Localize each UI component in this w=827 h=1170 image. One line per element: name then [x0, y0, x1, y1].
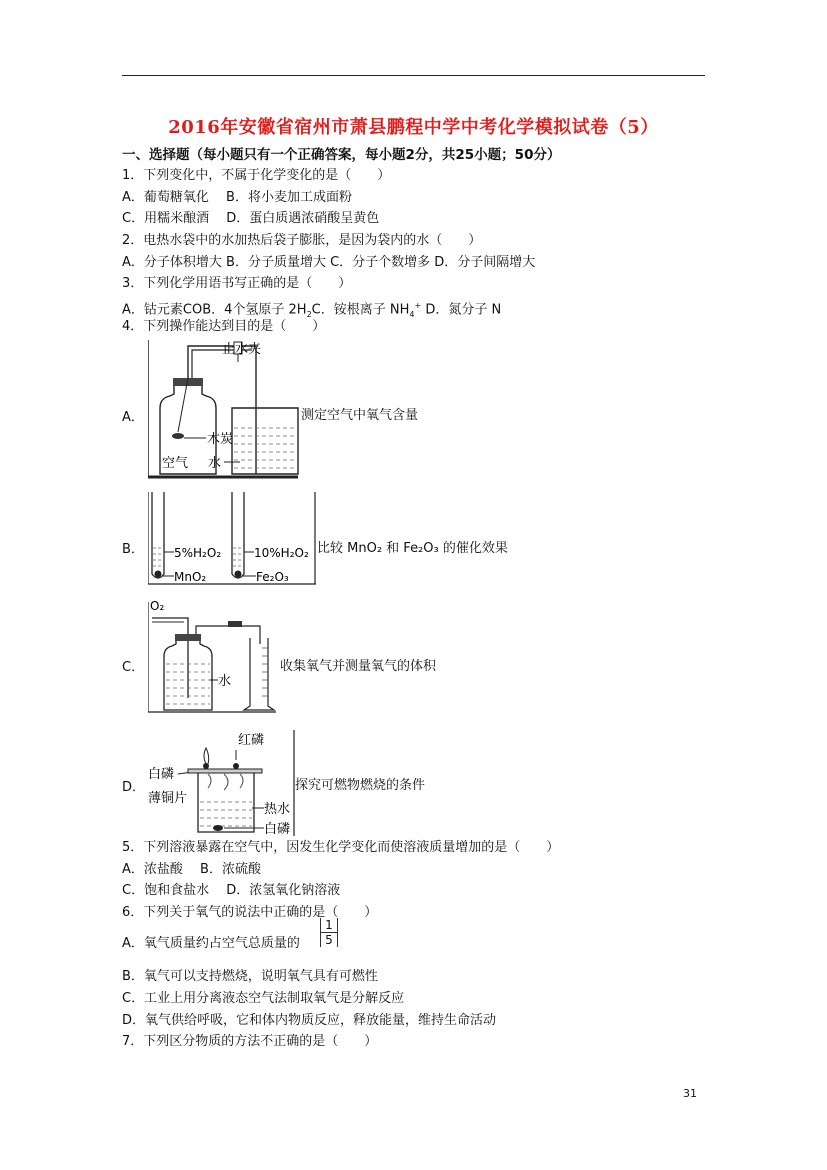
figure-d-combustion-conditions [148, 728, 296, 842]
q4-option-a-caption: 测定空气中氧气含量 [301, 408, 419, 423]
q3-c-sub: 4 [409, 309, 415, 319]
label-air: 空气 [162, 456, 189, 471]
question-2-options: A．分子体积增大 B．分子质量增大 C．分子个数增多 D．分子间隔增大 [122, 255, 536, 270]
question-3-stem: 3．下列化学用语书写正确的是（ ） [122, 276, 352, 291]
question-5-options-cd: C．饱和食盐水 D．浓氢氧化钠溶液 [122, 883, 341, 898]
label-h2o2-right: 10%H₂O₂ [254, 546, 309, 560]
q4-option-d-label: D． [122, 780, 146, 795]
fraction-numerator: 1 [321, 918, 337, 933]
q3-c-sup: + [414, 301, 422, 310]
question-2-stem: 2．电热水袋中的水加热后袋子膨胀，是因为袋内的水（ ） [122, 233, 482, 248]
section-heading: 一、选择题（每小题只有一个正确答案，每小题2分，共25小题；50分） [122, 147, 561, 163]
question-6-option-b: B．氧气可以支持燃烧，说明氧气具有可燃性 [122, 969, 378, 984]
question-4-stem: 4．下列操作能达到目的是（ ） [122, 319, 326, 334]
q4-option-b-label: B． [122, 542, 144, 557]
question-5-options-ab: A．浓盐酸 B．浓硫酸 [122, 862, 261, 877]
question-7-stem: 7．下列区分物质的方法不正确的是（ ） [122, 1034, 378, 1049]
figure-c-collect-oxygen [148, 598, 278, 718]
label-water-a: 水 [208, 456, 222, 471]
page-number: 31 [683, 1087, 697, 1100]
label-hot-water: 热水 [264, 802, 291, 817]
q4-option-d-caption: 探究可燃物燃烧的条件 [295, 778, 426, 793]
label-clamp: 止水夹 [222, 342, 262, 357]
q3-sub: 2 [306, 309, 312, 319]
question-1-options-ab: A．葡萄糖氧化 B．将小麦加工成面粉 [122, 190, 352, 205]
q4-option-c-caption: 收集氧气并测量氧气的体积 [280, 659, 437, 674]
label-red-phosphorus: 红磷 [238, 733, 265, 748]
label-fe2o3: Fe₂O₃ [256, 570, 289, 584]
label-white-phosphorus-bottom: 白磷 [264, 822, 291, 837]
q4-option-c-label: C． [122, 660, 145, 675]
label-o2: O₂ [150, 599, 165, 613]
fraction-one-fifth [320, 918, 338, 947]
question-6-option-c: C．工业上用分离液态空气法制取氧气是分解反应 [122, 991, 405, 1006]
label-h2o2-left: 5%H₂O₂ [174, 546, 222, 560]
label-mno2: MnO₂ [174, 570, 207, 584]
label-copper-plate: 薄铜片 [148, 791, 188, 806]
question-1-stem: 1．下列变化中，不属于化学变化的是（ ） [122, 168, 391, 183]
question-1-options-cd: C．用糯米酿酒 D．蛋白质遇浓硝酸呈黄色 [122, 211, 380, 226]
q3-option-d: D．氮分子 N [421, 302, 502, 318]
question-6-option-a: A．氧气质量约占空气总质量的 [122, 936, 300, 951]
page-title: 2016年安徽省宿州市萧县鹏程中学中考化学模拟试卷（5） [168, 117, 659, 138]
fraction-denominator: 5 [325, 933, 333, 947]
question-6-stem: 6．下列关于氧气的说法中正确的是（ ） [122, 905, 378, 920]
header-rule [122, 75, 705, 76]
q3-option-c: C．铵根离子 NH [311, 302, 410, 318]
q3-option-ab: A．钴元素COB．4个氢原子 2H [122, 302, 307, 318]
question-6-option-d: D．氧气供给呼吸，它和体内物质反应，释放能量，维持生命活动 [122, 1013, 497, 1028]
figure-a-oxygen-measure [148, 336, 300, 484]
question-5-stem: 5．下列溶液暴露在空气中，因发生化学变化而使溶液质量增加的是（ ） [122, 840, 560, 855]
q4-option-a-label: A． [122, 410, 144, 425]
label-white-phosphorus-top: 白磷 [148, 767, 175, 782]
figure-b-catalyst-compare [148, 490, 318, 590]
q4-option-b-caption: 比较 MnO₂ 和 Fe₂O₃ 的催化效果 [317, 541, 508, 556]
label-charcoal: 木炭 [207, 432, 234, 447]
label-water-c: 水 [218, 674, 232, 689]
